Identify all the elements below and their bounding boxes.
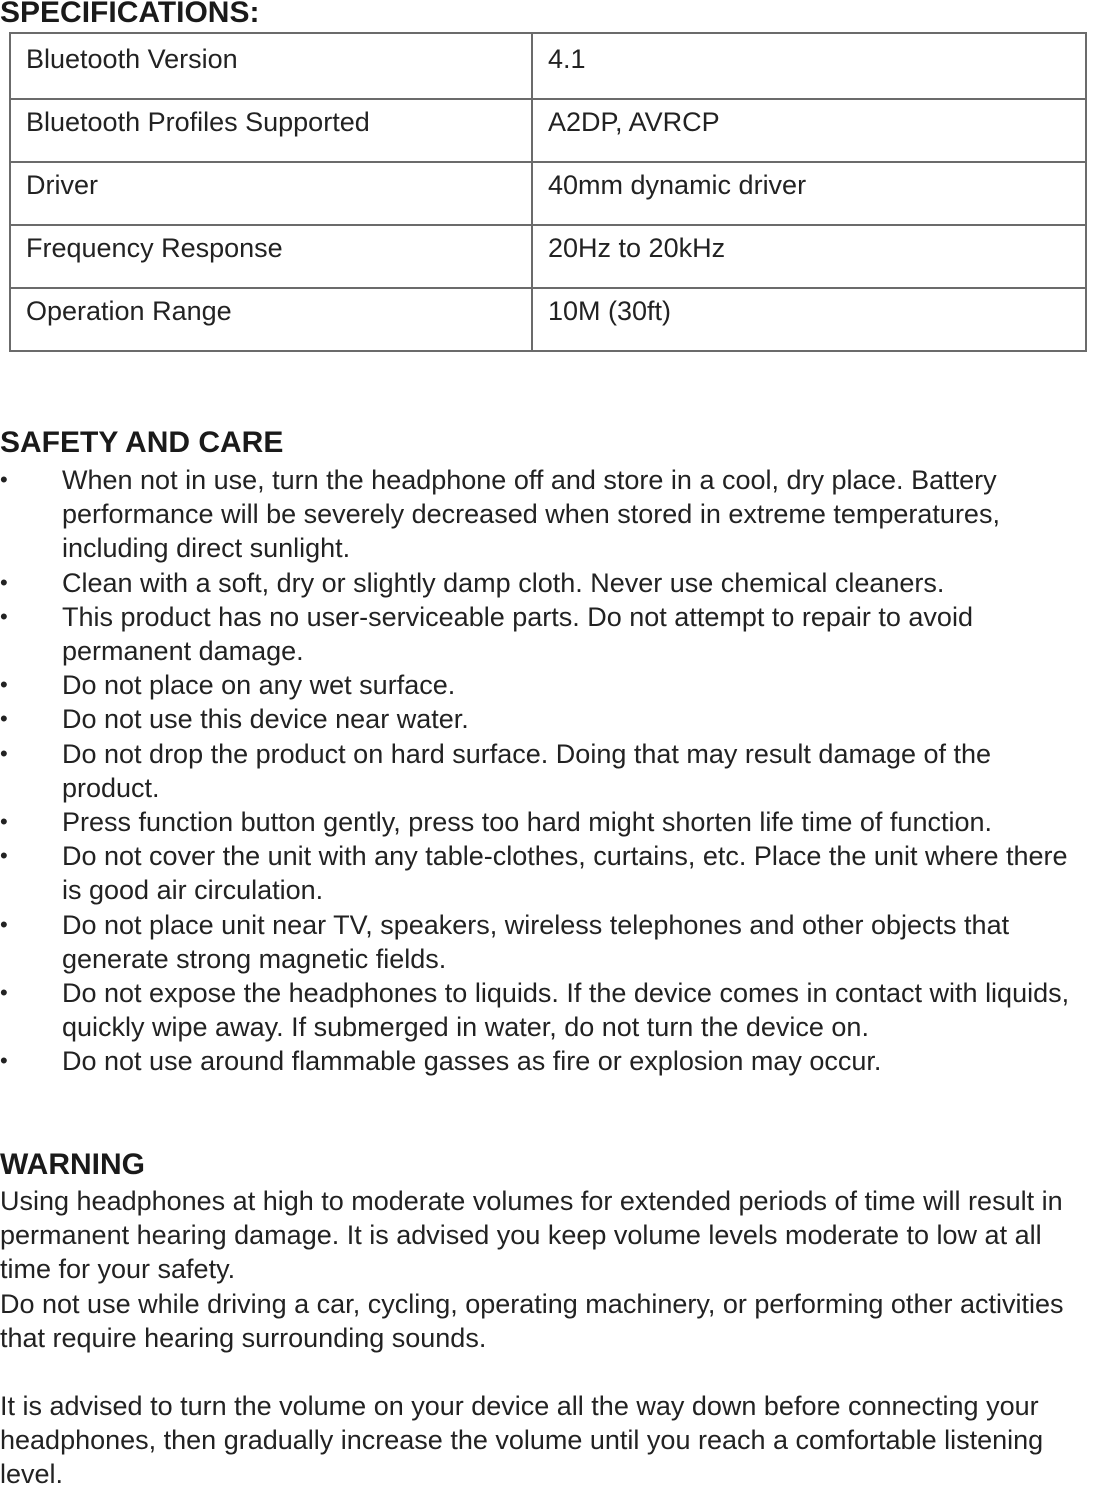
warning-body [0, 1184, 1094, 1492]
spec-row [10, 99, 1086, 162]
safety-item [0, 702, 1094, 736]
warning-paragraph: Using headphones at high to moderate volumes for extended periods of time will result in permanent hearing damage. It is advised you keep volume levels moderate to low at all time for your safety. [0, 1186, 1063, 1285]
bullet-icon: • [0, 672, 8, 698]
safety-item-text: Do not expose the headphones to liquids. If the device comes in contact with liquids, quickly wipe away. If submerged in water, do not turn the device on. [62, 978, 1070, 1043]
specifications-table [9, 32, 1087, 352]
spec-value: 40mm dynamic driver [532, 162, 1086, 225]
safety-item [0, 463, 1094, 566]
bullet-icon: • [0, 706, 8, 732]
safety-item [0, 839, 1094, 907]
safety-item [0, 1044, 1094, 1078]
safety-item-text: Do not drop the product on hard surface. Doing that may result damage of the product. [62, 738, 992, 803]
safety-item [0, 566, 1094, 600]
warning-paragraph: Do not use while driving a car, cycling, operating machinery, or performing other activities that require hearing surrounding sounds. [0, 1288, 1064, 1353]
safety-item [0, 600, 1094, 668]
bullet-icon: • [0, 569, 8, 595]
spec-label: Frequency Response [10, 225, 532, 288]
safety-item-text: Do not use around flammable gasses as fire or explosion may occur. [62, 1046, 882, 1077]
spec-row [10, 225, 1086, 288]
safety-item-text: This product has no user-serviceable parts. Do not attempt to repair to avoid permanent damage. [62, 601, 973, 667]
bullet-icon: • [0, 740, 8, 766]
spec-label: Operation Range [10, 288, 532, 351]
bullet-icon: • [0, 809, 8, 835]
bullet-icon: • [0, 911, 8, 937]
safety-item-text: Do not place unit near TV, speakers, wireless telephones and other objects that generate strong magnetic fields. [62, 909, 1010, 974]
safety-item [0, 668, 1094, 702]
spec-row [10, 162, 1086, 225]
safety-item [0, 976, 1094, 1044]
spec-row [10, 288, 1086, 351]
specifications-heading: SPECIFICATIONS: [0, 0, 260, 29]
spec-row [10, 33, 1086, 99]
bullet-icon: • [0, 603, 8, 629]
safety-item [0, 908, 1094, 976]
safety-heading: SAFETY AND CARE [0, 426, 284, 459]
warning-paragraph: It is advised to turn the volume on your device all the way down before connecting your headphones, then gradually increase the volume until you reach a comfortable listening level. [0, 1391, 1044, 1490]
safety-item-text: Do not use this device near water. [62, 704, 469, 735]
spec-value: 10M (30ft) [532, 288, 1086, 351]
bullet-icon: • [0, 980, 8, 1006]
safety-item-text: Clean with a soft, dry or slightly damp cloth. Never use chemical cleaners. [62, 567, 945, 598]
spec-label: Bluetooth Version [10, 33, 532, 99]
safety-list [0, 463, 1094, 1079]
warning-heading: WARNING [0, 1148, 145, 1181]
spec-value: 20Hz to 20kHz [532, 225, 1086, 288]
safety-item-text: Press function button gently, press too hard might shorten life time of function. [62, 807, 992, 838]
safety-item-text: Do not cover the unit with any table-clothes, curtains, etc. Place the unit where there is good air circulation. [62, 841, 1068, 906]
safety-item-text: Do not place on any wet surface. [62, 670, 456, 701]
spec-value: 4.1 [532, 33, 1086, 99]
safety-item [0, 805, 1094, 839]
spec-label: Driver [10, 162, 532, 225]
safety-item [0, 737, 1094, 805]
bullet-icon: • [0, 467, 8, 492]
bullet-icon: • [0, 843, 8, 869]
safety-item-text: When not in use, turn the headphone off and store in a cool, dry place. Battery performance will be severely decreased when stored in extreme temperatures, including direct sunlight. [62, 465, 1000, 564]
spec-label: Bluetooth Profiles Supported [10, 99, 532, 162]
spec-value: A2DP, AVRCP [532, 99, 1086, 162]
bullet-icon: • [0, 1048, 8, 1074]
